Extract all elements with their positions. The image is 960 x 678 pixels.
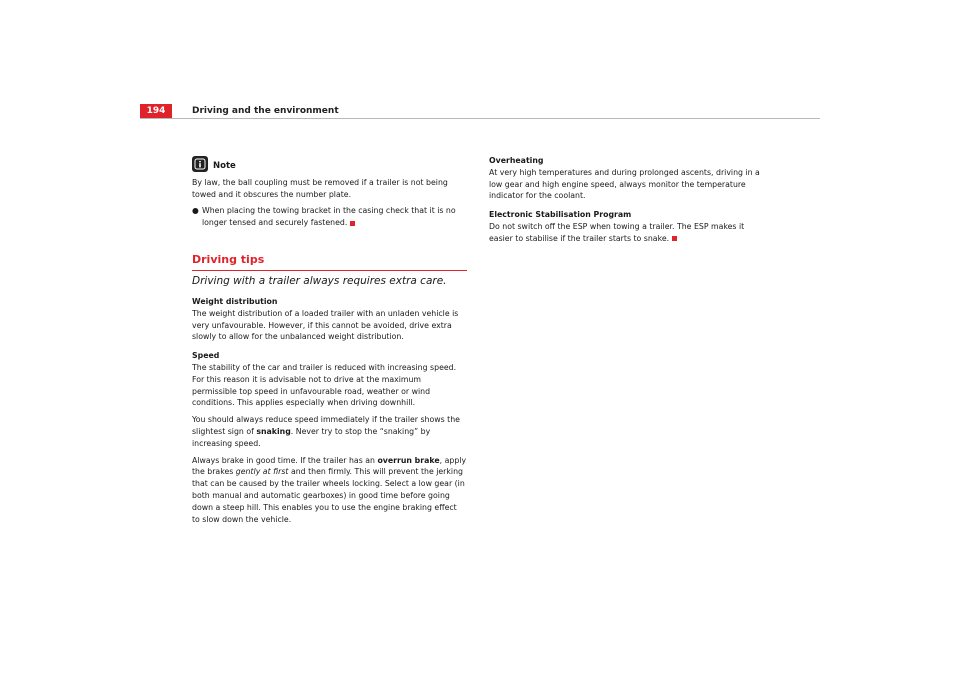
note-bullet-text: When placing the towing bracket in the casing check that it is no longer tensed and securely fastened.	[202, 206, 456, 228]
speed-paragraph-3	[192, 455, 467, 526]
speed-p2-bold: snaking	[256, 426, 291, 436]
info-icon	[192, 156, 208, 172]
end-marker-icon	[672, 236, 677, 241]
esp-text: Do not switch off the ESP when towing a trailer. The ESP makes it easier to stabilise if the trailer starts to snake.	[489, 221, 745, 243]
speed-paragraph-2	[192, 414, 467, 449]
note-bullet	[192, 205, 467, 229]
note-label: Note	[213, 161, 236, 171]
speed-p2-a: You should always reduce speed immediately if the trailer shows the slightest sign of	[192, 415, 460, 436]
speed-text: The stability of the car and trailer is reduced with increasing speed. For this reason it is advisable not to drive at the maximum permissible top speed in unfavourable road, weather or wind conditions. This applies especially when driving downhill.	[192, 362, 457, 408]
note-header	[192, 155, 467, 173]
note-paragraph: By law, the ball coupling must be removed if a trailer is not being towed and it obscures the number plate.	[192, 177, 448, 199]
weight-heading: Weight distribution	[192, 296, 278, 306]
esp-paragraph	[489, 221, 767, 245]
end-marker-icon	[350, 221, 355, 226]
section-subtitle: Driving with a trailer always requires extra care.	[192, 274, 447, 287]
left-column	[192, 155, 467, 530]
overheating-heading: Overheating	[489, 156, 544, 165]
speed-p3-a: Always brake in good time. If the trailer has an	[192, 455, 378, 465]
speed-p3-italic: gently at first	[235, 467, 289, 477]
bullet-icon: ●	[192, 206, 199, 216]
weight-text: The weight distribution of a loaded trailer with an unladen vehicle is very unfavourable. However, if this cannot be avoided, drive extra slowly to allow for the unbalanced weight distribution.	[192, 308, 459, 342]
overheating-text: At very high temperatures and during prolonged ascents, driving in a low gear and high engine speed, always monitor the temperature indicator for the coolant.	[489, 167, 760, 201]
speed-p3-b: , apply the brakes	[192, 455, 467, 477]
right-column	[489, 155, 767, 250]
page-number: 194	[140, 104, 172, 118]
speed-p3-bold: overrun brake	[377, 455, 440, 465]
speed-p3-c: and then firmly. This will prevent the jerking that can be caused by the trailer wheels locking. Select a low gear (in both manual and automatic gearboxes) in good time before going down a steep hill. This enables you to use the engine braking effect to slow down the vehicle.	[192, 467, 465, 524]
section-title: Driving tips	[192, 253, 467, 271]
speed-heading: Speed	[192, 351, 220, 361]
speed-p2-b: . Never try to stop the “snaking” by increasing speed.	[192, 426, 431, 448]
esp-heading: Electronic Stabilisation Program	[489, 210, 632, 220]
running-head: Driving and the environment	[192, 106, 339, 116]
